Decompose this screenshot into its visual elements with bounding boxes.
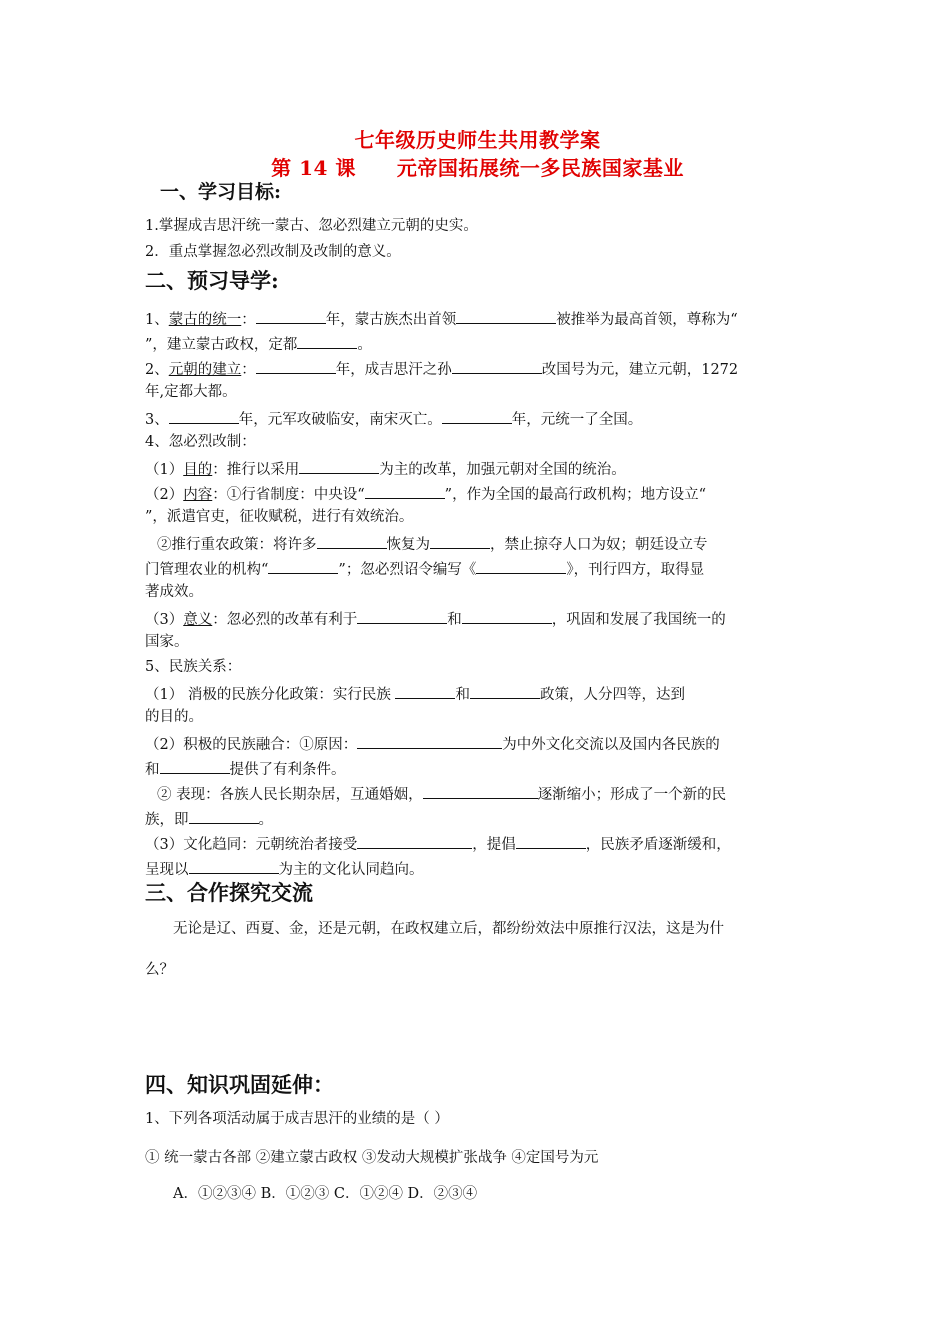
question-1: 1、下列各项活动属于成吉思汗的业绩的是（ ） <box>145 1111 449 1127</box>
section3-heading: 三、合作探究交流 <box>145 880 313 905</box>
item-2-line1: 2、元朝的建立： 年，成吉思汗之孙 改国号为元，建立元朝，1272 <box>145 359 810 378</box>
item-4-agri-3: 著成效。 <box>145 584 203 600</box>
blank[interactable] <box>456 309 556 324</box>
item-4-meaning-2: 国家。 <box>145 634 189 650</box>
item-3: 3、 年，元军攻破临安，南宋灭亡。 年，元统一了全国。 <box>145 409 810 428</box>
item-4-meaning: （3）意义：忽必烈的改革有利于 和 ，巩固和发展了我国统一的 <box>145 609 810 628</box>
blank[interactable] <box>357 734 502 749</box>
section4-heading: 四、知识巩固延伸： <box>145 1072 334 1097</box>
blank[interactable] <box>516 834 586 849</box>
blank[interactable] <box>442 409 512 424</box>
item-5-negative-2: 的目的。 <box>145 709 203 725</box>
discussion-line2: 么？ <box>145 962 174 978</box>
blank[interactable] <box>470 684 540 699</box>
item-5-positive: （2）积极的民族融合：①原因： 为中外文化交流以及国内各民族的 <box>145 734 810 753</box>
blank[interactable] <box>299 459 379 474</box>
objective-2: 2．重点掌握忽必烈改制及改制的意义。 <box>145 244 401 260</box>
blank[interactable] <box>268 559 338 574</box>
item-4-content: （2）内容：①行省制度：中央设“ ”，作为全国的最高行政机构；地方设立“ <box>145 484 810 503</box>
item-4-head: 4、忽必烈改制： <box>145 434 256 450</box>
blank[interactable] <box>430 534 490 549</box>
item-4-agri-1: ②推行重农政策：将许多 恢复为 ，禁止掠夺人口为奴；朝廷设立专 <box>157 534 822 553</box>
title-line1: 七年级历史师生共用教学案 <box>354 128 601 152</box>
item-5-show-2: 族，即 。 <box>145 809 810 828</box>
item-5-culture: （3）文化趋同：元朝统治者接受 ，提倡 ，民族矛盾逐渐缓和， <box>145 834 810 853</box>
blank[interactable] <box>169 409 239 424</box>
blank[interactable] <box>256 359 336 374</box>
blank[interactable] <box>452 359 542 374</box>
title-line2: 第 14 课 元帝国拓展统一多民族国家基业 <box>271 156 684 180</box>
item-5-head: 5、民族关系： <box>145 659 242 675</box>
item-4-content-2: ”，派遣官吏，征收赋税，进行有效统治。 <box>145 509 414 525</box>
item-1-line1: 1、蒙古的统一： 年，蒙古族杰出首领 被推举为最高首领，尊称为“ <box>145 309 810 328</box>
blank[interactable] <box>423 784 538 799</box>
blank[interactable] <box>317 534 387 549</box>
blank[interactable] <box>365 484 445 499</box>
section2-heading: 二、预习导学: <box>145 268 279 293</box>
blank[interactable] <box>160 759 230 774</box>
blank[interactable] <box>357 834 472 849</box>
item-5-show: ② 表现：各族人民长期杂居，互通婚姻， 逐渐缩小；形成了一个新的民 <box>157 784 822 803</box>
objective-1: 1.掌握成吉思汗统一蒙古、忽必烈建立元朝的史实。 <box>145 218 478 234</box>
item-5-negative: （1） 消极的民族分化政策：实行民族 和 政策，人分四等，达到 <box>145 684 810 703</box>
question-1-items: ① 统一蒙古各部 ②建立蒙古政权 ③发动大规模扩张战争 ④定国号为元 <box>145 1150 599 1166</box>
blank[interactable] <box>462 609 552 624</box>
item-5-positive-2: 和 提供了有利条件。 <box>145 759 810 778</box>
blank[interactable] <box>476 559 566 574</box>
blank[interactable] <box>189 859 279 874</box>
blank[interactable] <box>189 809 259 824</box>
blank[interactable] <box>395 684 455 699</box>
blank[interactable] <box>357 609 447 624</box>
item-2-line2: 年,定都大都。 <box>145 384 237 400</box>
item-1-line2: ”，建立蒙古政权，定都 。 <box>145 334 810 353</box>
item-4-agri-2: 门管理农业的机构“ ”；忽必烈诏令编写《 》，刊行四方，取得显 <box>145 559 810 578</box>
discussion-line1: 无论是辽、西夏、金，还是元朝，在政权建立后，都纷纷效法中原推行汉法，这是为什 <box>173 921 724 937</box>
question-1-options: A．①②③④ B．①②③ C．①②④ D．②③④ <box>173 1186 478 1202</box>
item-5-culture-2: 呈现以 为主的文化认同趋向。 <box>145 859 810 878</box>
blank[interactable] <box>256 309 326 324</box>
section1-heading: 一、学习目标: <box>160 181 282 203</box>
blank[interactable] <box>297 334 357 349</box>
item-4-purpose: （1）目的：推行以采用 为主的改革，加强元朝对全国的统治。 <box>145 459 810 478</box>
